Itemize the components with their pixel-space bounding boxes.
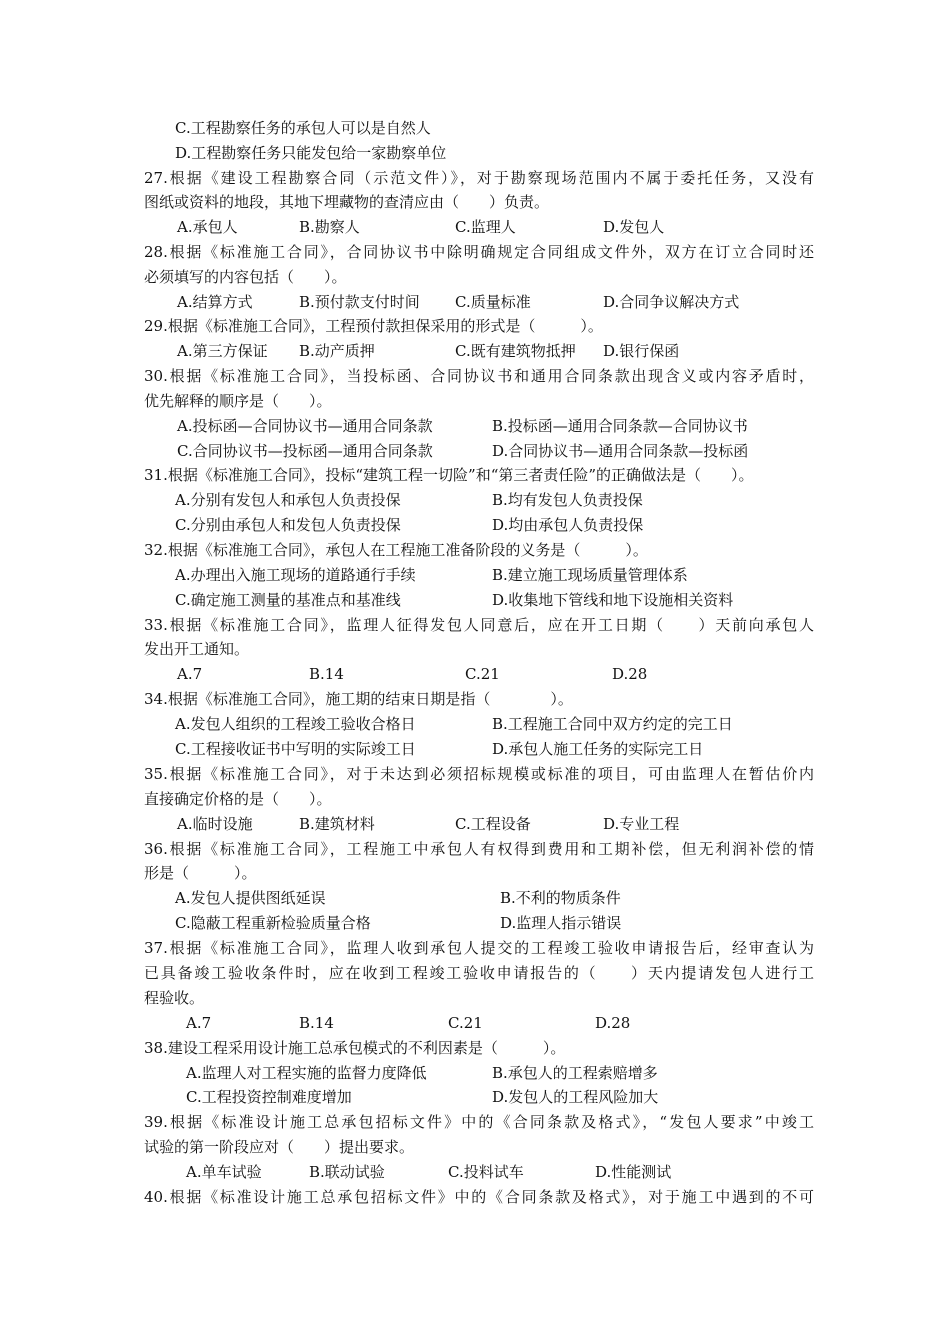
option-line — [144, 513, 814, 538]
option-line — [144, 911, 814, 936]
question-stem: 32.根据《标准施工合同》，承包人在工程施工准备阶段的义务是（ ）。 — [144, 541, 648, 559]
answer-option: C.确定施工测量的基准点和基准线 — [175, 591, 401, 609]
answer-option: B.建筑材料 — [299, 815, 375, 833]
option-line — [144, 414, 814, 439]
option-line — [144, 1160, 814, 1185]
answer-option: C.21 — [465, 665, 500, 683]
answer-option: D.发包人 — [603, 218, 665, 236]
option-line — [144, 886, 814, 911]
answer-option: C.合同协议书—投标函—通用合同条款 — [177, 442, 433, 460]
answer-option: B.预付款支付时间 — [299, 293, 420, 311]
answer-option: D.均由承包人负责投保 — [492, 516, 644, 534]
question-stem: 40.根据《标准设计施工总承包招标文件》中的《合同条款及格式》，对于施工中遇到的不可 — [144, 1188, 814, 1206]
question-stem: 39.根据《标准设计施工总承包招标文件》中的《合同条款及格式》，“发包人要求”中竣工 — [144, 1113, 814, 1131]
answer-option: D.专业工程 — [603, 815, 680, 833]
question-stem: 必须填写的内容包括（ ）。 — [144, 268, 347, 286]
option-line — [144, 439, 814, 464]
question-stem: 直接确定价格的是（ ）。 — [144, 790, 332, 808]
question-stem: 31.根据《标准施工合同》，投标“建筑工程一切险”和“第三者责任险”的正确做法是（ ）。 — [144, 466, 754, 484]
answer-option: A.发包人提供图纸延误 — [175, 889, 326, 907]
option-line — [144, 563, 814, 588]
answer-option: B.投标函—通用合同条款—合同协议书 — [492, 417, 748, 435]
answer-option: B.勘察人 — [299, 218, 360, 236]
answer-option: D.28 — [612, 665, 648, 683]
answer-option: C.工程接收证书中写明的实际竣工日 — [175, 740, 416, 758]
answer-option: A.7 — [177, 665, 203, 683]
answer-option: D.28 — [595, 1014, 631, 1032]
answer-option: A.结算方式 — [177, 293, 253, 311]
question-stem: 29.根据《标准施工合同》，工程预付款担保采用的形式是（ ）。 — [144, 317, 603, 335]
question-stem: 优先解释的顺序是（ ）。 — [144, 392, 332, 410]
answer-option: D.工程勘察任务只能发包给一家勘察单位 — [175, 144, 447, 162]
answer-option: C.工程设备 — [455, 815, 531, 833]
question-stem: 33.根据《标准施工合同》，监理人征得发包人同意后，应在开工日期（ ）天前向承包人 — [144, 616, 814, 634]
question-stem: 27.根据《建设工程勘察合同（示范文件）》，对于勘察现场范围内不属于委托任务，又没有 — [144, 169, 814, 187]
question-stem: 37.根据《标准施工合同》，监理人收到承包人提交的工程竣工验收申请报告后，经审查认为 — [144, 939, 814, 957]
question-stem: 发出开工通知。 — [144, 640, 250, 658]
answer-option: B.承包人的工程索赔增多 — [492, 1064, 658, 1082]
answer-option: B.动产质押 — [299, 342, 375, 360]
answer-option: B.14 — [299, 1014, 334, 1032]
question-stem: 34.根据《标准施工合同》，施工期的结束日期是指（ ）。 — [144, 690, 573, 708]
answer-option: D.发包人的工程风险加大 — [492, 1088, 659, 1106]
answer-option: C.质量标准 — [455, 293, 531, 311]
option-line — [144, 141, 814, 166]
answer-option: A.投标函—合同协议书—通用合同条款 — [177, 417, 433, 435]
option-line — [144, 488, 814, 513]
answer-option: B.联动试验 — [309, 1163, 385, 1181]
answer-option: D.监理人指示错误 — [500, 914, 622, 932]
option-line — [144, 339, 814, 364]
answer-option: A.7 — [186, 1014, 212, 1032]
answer-option: C.投料试车 — [448, 1163, 524, 1181]
option-line — [144, 812, 814, 837]
answer-option: C.工程投资控制难度增加 — [186, 1088, 352, 1106]
answer-option: A.监理人对工程实施的监督力度降低 — [186, 1064, 427, 1082]
question-stem: 30.根据《标准施工合同》，当投标函、合同协议书和通用合同条款出现含义或内容矛盾时， — [144, 367, 814, 385]
question-stem: 28.根据《标准施工合同》，合同协议书中除明确规定合同组成文件外，双方在订立合同时还 — [144, 243, 814, 261]
answer-option: D.合同争议解决方式 — [603, 293, 740, 311]
option-line — [144, 116, 814, 141]
answer-option: A.承包人 — [177, 218, 238, 236]
question-stem: 36.根据《标准施工合同》，工程施工中承包人有权得到费用和工期补偿，但无利润补偿的情 — [144, 840, 814, 858]
answer-option: B.14 — [309, 665, 344, 683]
question-stem: 形是（ ）。 — [144, 864, 257, 882]
question-stem: 试验的第一阶段应对（ ）提出要求。 — [144, 1138, 415, 1156]
question-stem: 程验收。 — [144, 989, 205, 1007]
answer-option: C.隐蔽工程重新检验质量合格 — [175, 914, 371, 932]
answer-option: D.收集地下管线和地下设施相关资料 — [492, 591, 734, 609]
option-line — [144, 1085, 814, 1110]
answer-option: A.第三方保证 — [177, 342, 268, 360]
answer-option: A.单车试验 — [186, 1163, 262, 1181]
option-line — [144, 290, 814, 315]
option-line — [144, 712, 814, 737]
answer-option: D.性能测试 — [595, 1163, 672, 1181]
answer-option: A.发包人组织的工程竣工验收合格日 — [175, 715, 416, 733]
option-line — [144, 737, 814, 762]
answer-option: C.21 — [448, 1014, 483, 1032]
answer-option: B.均有发包人负责投保 — [492, 491, 643, 509]
option-line — [144, 1011, 814, 1036]
option-line — [144, 662, 814, 687]
answer-option: B.不利的物质条件 — [500, 889, 621, 907]
answer-option: B.建立施工现场质量管理体系 — [492, 566, 688, 584]
answer-option: B.工程施工合同中双方约定的完工日 — [492, 715, 733, 733]
answer-option: A.办理出入施工现场的道路通行手续 — [175, 566, 416, 584]
option-line — [144, 588, 814, 613]
question-stem: 已具备竣工验收条件时，应在收到工程竣工验收申请报告的（ ）天内提请发包人进行工 — [144, 964, 814, 982]
question-stem: 35.根据《标准施工合同》，对于未达到必须招标规模或标准的项目，可由监理人在暂估价内 — [144, 765, 814, 783]
answer-option: C.分别由承包人和发包人负责投保 — [175, 516, 401, 534]
answer-option: C.工程勘察任务的承包人可以是自然人 — [175, 119, 431, 137]
answer-option: D.银行保函 — [603, 342, 680, 360]
answer-option: D.合同协议书—通用合同条款—投标函 — [492, 442, 749, 460]
option-line — [144, 215, 814, 240]
answer-option: C.监理人 — [455, 218, 516, 236]
answer-option: C.既有建筑物抵押 — [455, 342, 576, 360]
question-stem: 38.建设工程采用设计施工总承包模式的不利因素是（ ）。 — [144, 1039, 566, 1057]
answer-option: D.承包人施工任务的实际完工日 — [492, 740, 704, 758]
answer-option: A.分别有发包人和承包人负责投保 — [175, 491, 401, 509]
option-line — [144, 1061, 814, 1086]
answer-option: A.临时设施 — [177, 815, 253, 833]
question-stem: 图纸或资料的地段，其地下埋藏物的查清应由（ ）负责。 — [144, 193, 550, 211]
